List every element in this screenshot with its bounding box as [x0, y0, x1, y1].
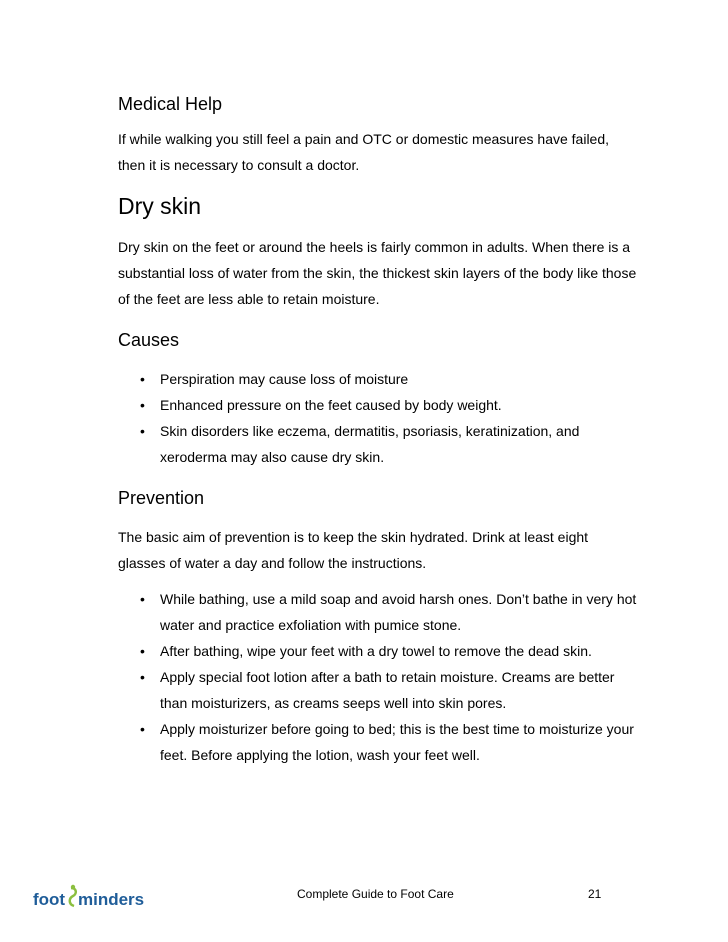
page-footer [0, 876, 728, 916]
bullet-icon: • [140, 591, 145, 607]
list-item [118, 418, 638, 470]
svg-text:foot: foot [33, 890, 66, 909]
bullet-icon: • [140, 423, 145, 439]
list-item [118, 392, 638, 418]
list-item-text: Enhanced pressure on the feet caused by body weight. [160, 397, 502, 413]
list-item [118, 586, 638, 638]
prevention-list [118, 586, 638, 768]
bullet-icon: • [140, 371, 145, 387]
footminders-logo [33, 884, 145, 912]
page-content [118, 90, 638, 768]
list-item [118, 716, 638, 768]
page-number: 21 [588, 887, 602, 901]
list-item-text: Apply moisturizer before going to bed; this is the best time to moisturize your feet. Before applying the lotion, wash your feet well. [160, 721, 634, 763]
list-item-text: Perspiration may cause loss of moisture [160, 371, 409, 387]
list-item [118, 638, 638, 664]
bullet-icon: • [140, 721, 145, 737]
heading-prevention: Prevention [118, 488, 205, 508]
causes-list [118, 366, 638, 470]
heading-dry-skin: Dry skin [118, 193, 202, 219]
paragraph-dry-skin: Dry skin on the feet or around the heels is fairly common in adults. When there is a substantial loss of water from the skin, the thickest skin layers of the body like those of the feet are less able to retain moisture. [118, 239, 637, 307]
list-item [118, 664, 638, 716]
paragraph-prevention: The basic aim of prevention is to keep the skin hydrated. Drink at least eight glasses of water a day and follow the instructions. [118, 529, 589, 571]
list-item-text: Skin disorders like eczema, dermatitis, psoriasis, keratinization, and xeroderma may also cause dry skin. [160, 423, 580, 465]
bullet-icon: • [140, 643, 145, 659]
svg-text:minders: minders [78, 890, 145, 909]
list-item-text: After bathing, wipe your feet with a dry towel to remove the dead skin. [160, 643, 592, 659]
heading-causes: Causes [118, 330, 180, 350]
footer-title: Complete Guide to Foot Care [297, 887, 454, 901]
heading-medical-help: Medical Help [118, 94, 223, 114]
list-item-text: Apply special foot lotion after a bath to retain moisture. Creams are better than moisturizers, as creams seeps well into skin pores. [160, 669, 615, 711]
bullet-icon: • [140, 669, 145, 685]
logo-icon [33, 884, 145, 912]
list-item [118, 366, 638, 392]
list-item-text: While bathing, use a mild soap and avoid harsh ones. Don’t bathe in very hot water and practice exfoliation with pumice stone. [160, 591, 637, 633]
bullet-icon: • [140, 397, 145, 413]
paragraph-medical-help: If while walking you still feel a pain and OTC or domestic measures have failed, then it is necessary to consult a doctor. [118, 131, 610, 173]
